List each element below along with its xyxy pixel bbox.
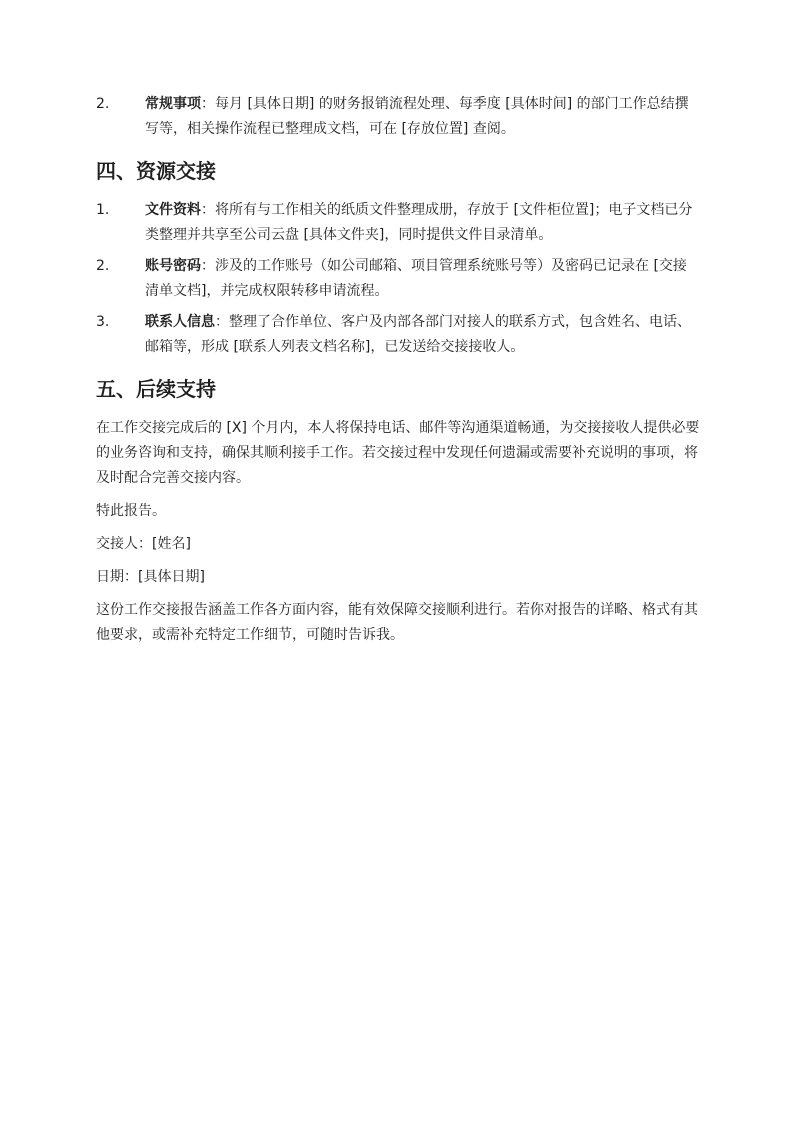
report-closing-line: 特此报告。	[96, 503, 166, 519]
list-text: ：将所有与工作相关的纸质文件整理成册，存放于 [文件柜位置]；电子文档已分类整理并共享至公司云盘 [具体文件夹]，同时提供文件目录清单。	[145, 202, 693, 243]
list-body	[145, 92, 700, 142]
list-term: 账号密码	[145, 258, 201, 274]
list-number: 2.	[96, 258, 110, 274]
document-content	[96, 92, 700, 656]
list-text: ：涉及的工作账号（如公司邮箱、项目管理系统账号等）及密码已记录在 [交接清单文档]，并完成权限转移申请流程。	[145, 258, 687, 299]
list-term: 常规事项	[145, 96, 201, 112]
report-date: 日期：[具体日期]	[96, 569, 205, 585]
list-body	[145, 310, 700, 360]
list-text: ：整理了合作单位、客户及内部各部门对接人的联系方式，包含姓名、电话、邮箱等，形成 [联系人列表文档名称]，已发送给交接接收人。	[145, 314, 691, 355]
support-paragraph: 在工作交接完成后的 [X] 个月内，本人将保持电话、邮件等沟通渠道畅通，为交接接收人提供必要的业务咨询和支持，确保其顺利接手工作。若交接过程中发现任何遗漏或需要补充说明的事项，将及时配合完善交接内容。	[96, 420, 700, 486]
list-term: 联系人信息	[145, 314, 215, 330]
list-body	[145, 198, 700, 248]
list-number: 2.	[96, 96, 110, 112]
list-body	[145, 254, 700, 304]
list-item	[96, 310, 700, 360]
list-item	[96, 92, 700, 142]
list-number: 3.	[96, 314, 110, 330]
list-term: 文件资料	[145, 202, 201, 218]
list-number: 1.	[96, 202, 110, 218]
handover-person: 交接人：[姓名]	[96, 536, 191, 552]
section-heading-support: 五、后续支持	[96, 377, 216, 401]
closing-note: 这份工作交接报告涵盖工作各方面内容，能有效保障交接顺利进行。若你对报告的详略、格式有其他要求，或需补充特定工作细节，可随时告诉我。	[96, 602, 698, 643]
section-heading-resources: 四、资源交接	[96, 159, 216, 183]
list-item	[96, 254, 700, 304]
list-text: ：每月 [具体日期] 的财务报销流程处理、每季度 [具体时间] 的部门工作总结撰写等，相关操作流程已整理成文档，可在 [存放位置] 查阅。	[145, 96, 689, 137]
list-item	[96, 198, 700, 248]
